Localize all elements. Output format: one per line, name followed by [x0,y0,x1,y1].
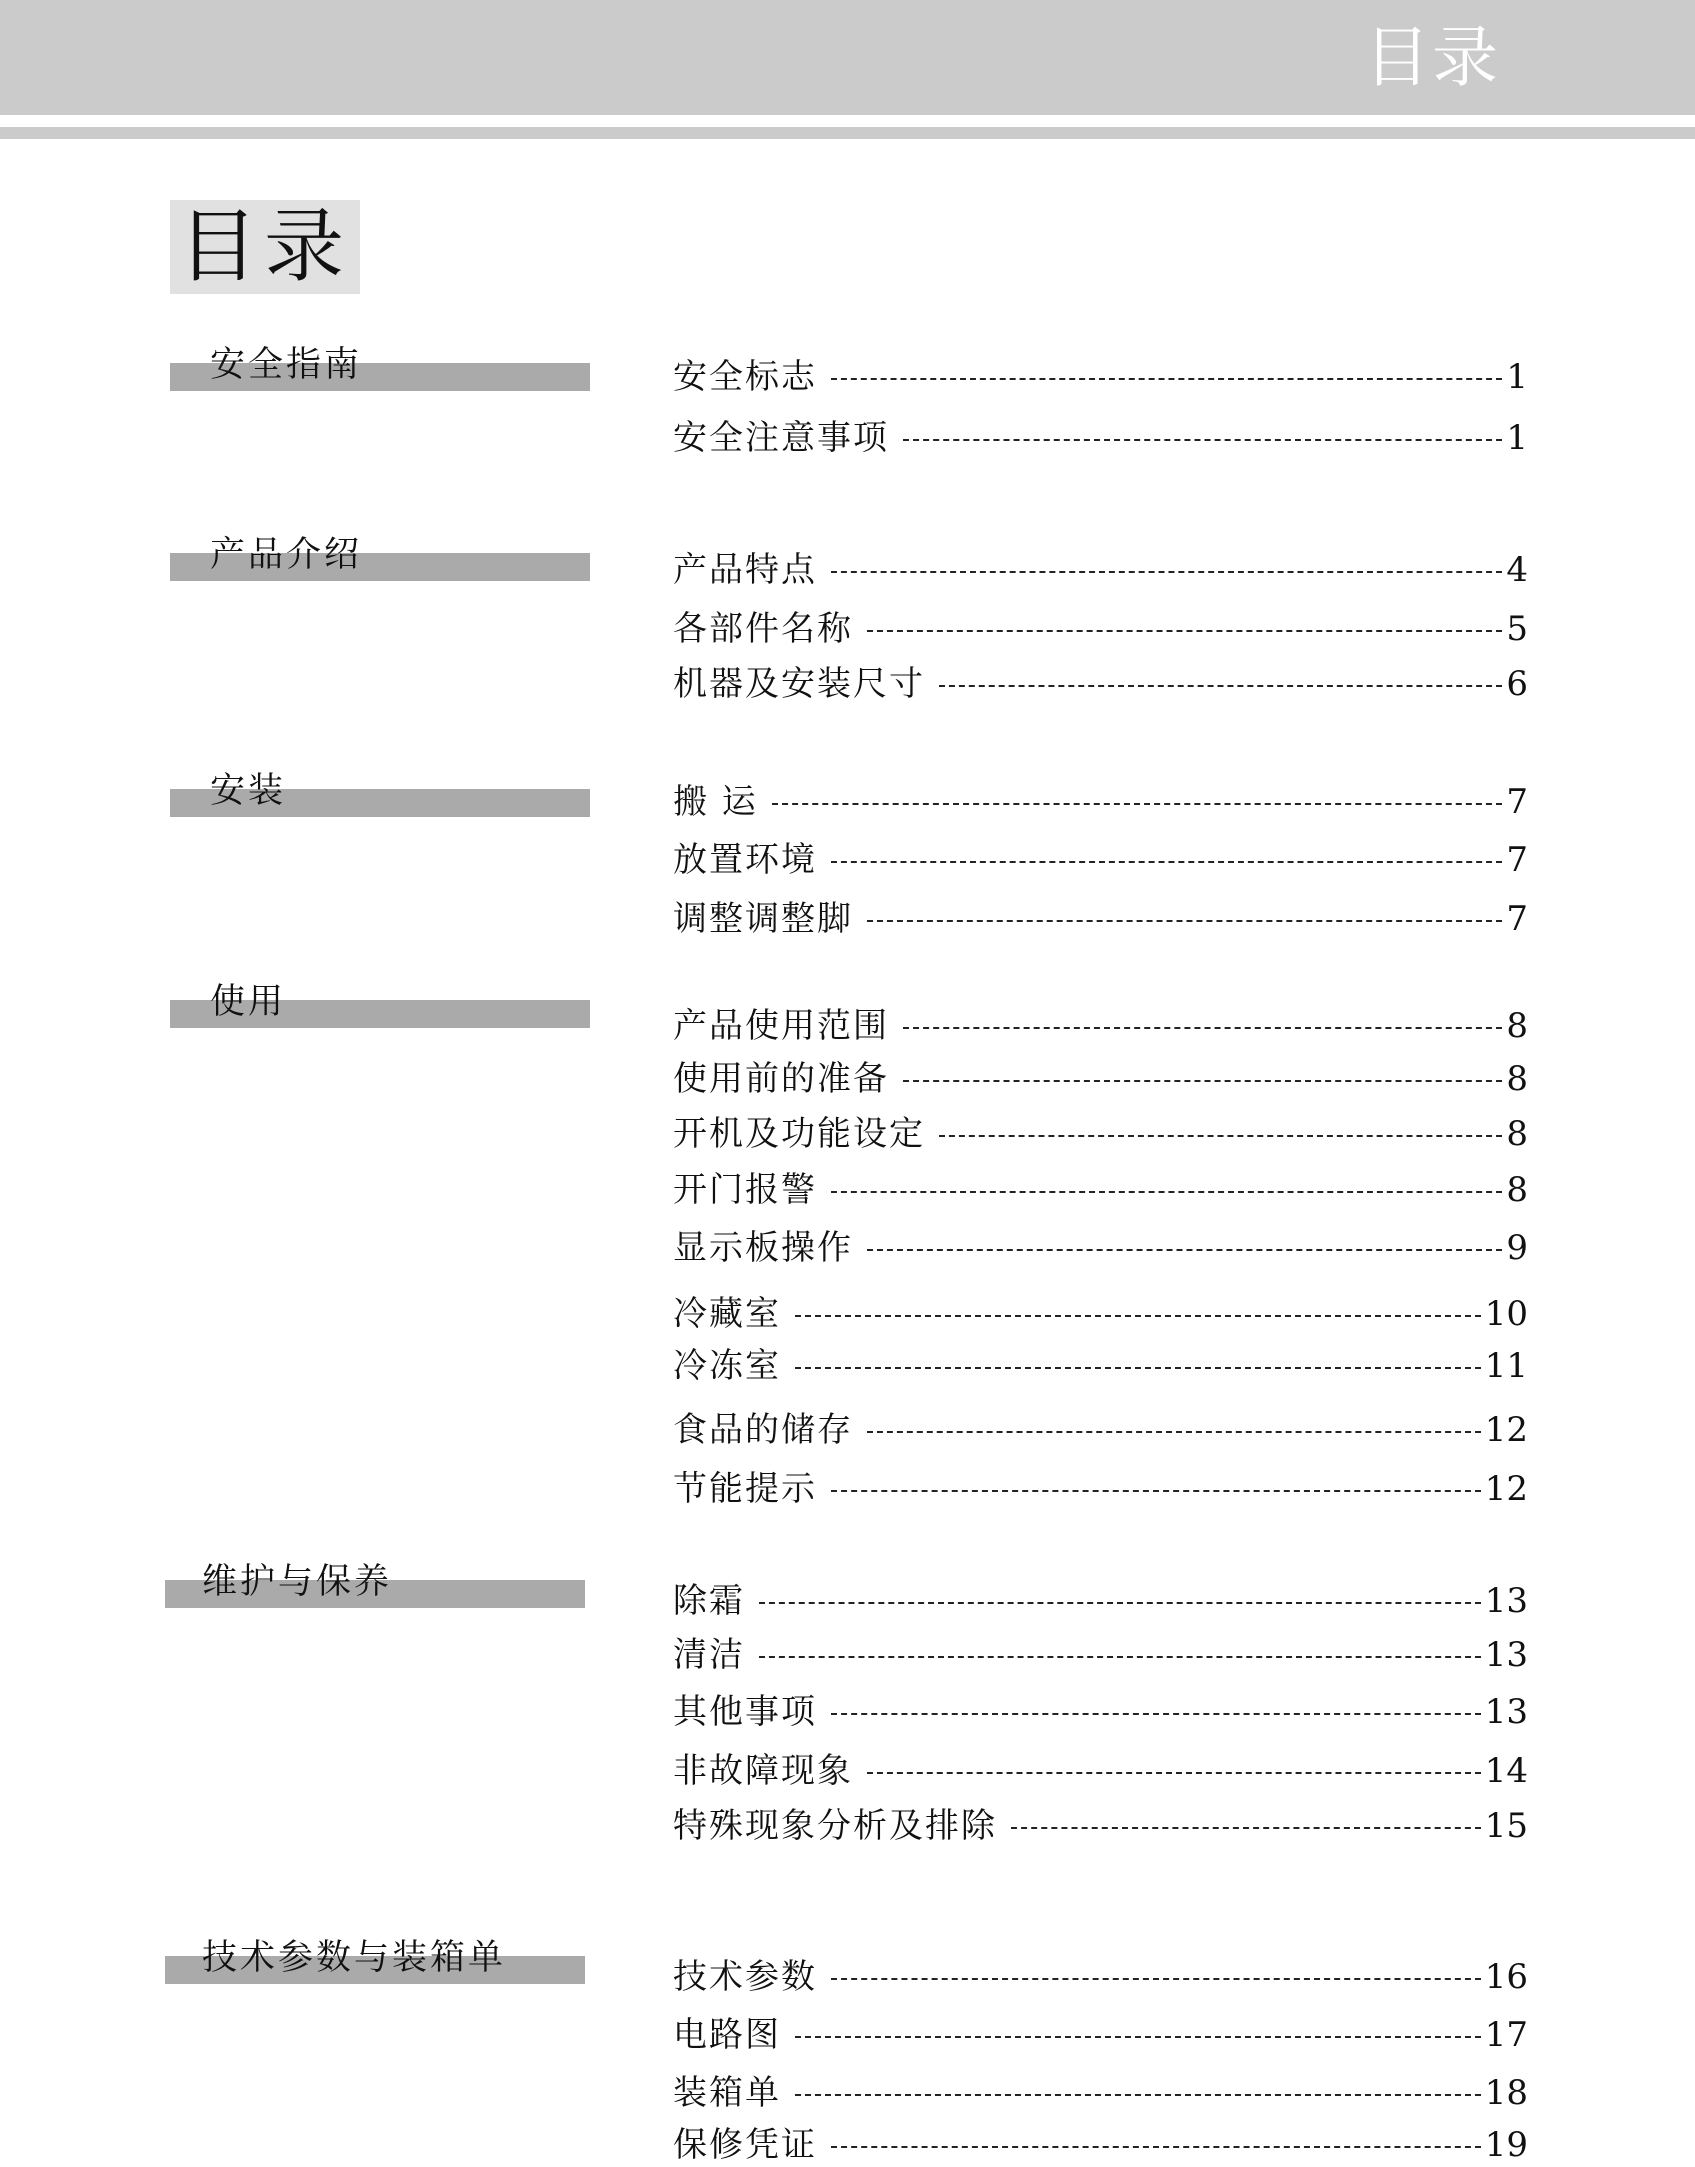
toc-entry-title: 食品的储存 [673,1410,853,1450]
toc-entry-title: 开门报警 [673,1170,817,1210]
dot-leader [795,2036,1481,2038]
toc-entry-title: 机器及安装尺寸 [673,664,925,704]
toc-entry-title: 开机及功能设定 [673,1114,925,1154]
toc-entry-page-number: 19 [1484,2125,1528,2165]
toc-entry[interactable] [673,1112,1528,1156]
section-label: 安装 [210,771,287,811]
toc-entry-page-number: 8 [1506,1170,1528,1210]
toc-entry-page-number: 1 [1506,418,1528,458]
toc-entry-page-number: 7 [1506,782,1528,822]
toc-entry[interactable] [673,1690,1528,1734]
dot-leader [831,1490,1481,1492]
toc-entry-title: 安全注意事项 [673,418,889,458]
dot-leader [867,1431,1481,1433]
toc-entry-page-number: 16 [1484,1957,1528,1997]
toc-entry[interactable] [673,1168,1528,1212]
toc-entry-page-number: 1 [1506,357,1528,397]
toc-entry-page-number: 12 [1484,1410,1528,1450]
header-band [0,0,1695,115]
toc-entry-page-number: 6 [1506,664,1528,704]
header-title: 目录 [1364,19,1500,96]
toc-entry-title: 产品使用范围 [673,1006,889,1046]
toc-entry-title: 使用前的准备 [673,1059,889,1099]
dot-leader [831,2146,1481,2148]
toc-entry[interactable] [673,2013,1528,2057]
section-label: 技术参数与装箱单 [202,1938,507,1978]
toc-entry-page-number: 14 [1484,1751,1528,1791]
dot-leader [831,1978,1481,1980]
toc-entry[interactable] [673,1004,1528,1048]
dot-leader [903,439,1502,441]
toc-entry-page-number: 7 [1506,840,1528,880]
toc-entry[interactable] [673,1344,1528,1388]
toc-entry[interactable] [673,1292,1528,1336]
toc-entry-page-number: 9 [1506,1228,1528,1268]
toc-entry[interactable] [673,1633,1528,1677]
toc-entry[interactable] [673,662,1528,706]
dot-leader [903,1080,1502,1082]
dot-leader [1011,1827,1481,1829]
toc-entry-title: 安全标志 [673,357,817,397]
toc-entry-title: 节能提示 [673,1469,817,1509]
dot-leader [772,803,1502,805]
toc-entry-page-number: 13 [1484,1692,1528,1732]
dot-leader [795,2094,1481,2096]
toc-entry-page-number: 8 [1506,1114,1528,1154]
dot-leader [831,1191,1502,1193]
dot-leader [795,1315,1481,1317]
toc-entry-title: 特殊现象分析及排除 [673,1806,997,1846]
toc-entry-title: 其他事项 [673,1692,817,1732]
dot-leader [759,1656,1481,1658]
toc-entry[interactable] [673,1057,1528,1101]
dot-leader [831,378,1502,380]
toc-entry-title: 清洁 [673,1635,745,1675]
toc-entry-title: 冷冻室 [673,1346,781,1386]
dot-leader [831,861,1502,863]
toc-entry-title: 保修凭证 [673,2125,817,2165]
toc-entry-title: 冷藏室 [673,1294,781,1334]
toc-entry-page-number: 8 [1506,1006,1528,1046]
toc-entry-page-number: 13 [1484,1635,1528,1675]
toc-entry[interactable] [673,1579,1528,1623]
dot-leader [795,1367,1481,1369]
toc-entry-page-number: 8 [1506,1059,1528,1099]
toc-entry-page-number: 13 [1484,1581,1528,1621]
toc-entry[interactable] [673,780,1528,824]
page-title: 目录 [170,200,360,294]
toc-entry-page-number: 17 [1484,2015,1528,2055]
toc-entry-page-number: 18 [1484,2073,1528,2113]
dot-leader [831,571,1502,573]
toc-entry[interactable] [673,2071,1528,2115]
toc-entry[interactable] [673,1467,1528,1511]
toc-entry-page-number: 5 [1506,609,1528,649]
toc-entry-title: 放置环境 [673,840,817,880]
toc-entry-title: 各部件名称 [673,609,853,649]
toc-entry-title: 调整调整脚 [673,899,853,939]
toc-entry[interactable] [673,607,1528,651]
toc-entry[interactable] [673,416,1528,460]
header-divider [0,127,1695,139]
toc-entry-title: 技术参数 [673,1957,817,1997]
dot-leader [831,1713,1481,1715]
toc-entry-title: 除霜 [673,1581,745,1621]
dot-leader [939,685,1502,687]
toc-entry[interactable] [673,1804,1528,1848]
toc-entry-page-number: 15 [1484,1806,1528,1846]
toc-entry[interactable] [673,838,1528,882]
dot-leader [903,1027,1502,1029]
section-label: 维护与保养 [202,1562,393,1602]
toc-entry[interactable] [673,897,1528,941]
toc-entry-page-number: 12 [1484,1469,1528,1509]
toc-entry[interactable] [673,1226,1528,1270]
toc-entry[interactable] [673,2123,1528,2167]
section-label: 产品介绍 [210,535,363,575]
dot-leader [867,920,1502,922]
toc-entry-title: 装箱单 [673,2073,781,2113]
toc-entry-page-number: 7 [1506,899,1528,939]
section-label: 使用 [210,982,287,1022]
toc-entry-title: 电路图 [673,2015,781,2055]
toc-entry-page-number: 10 [1484,1294,1528,1334]
dot-leader [867,1772,1481,1774]
dot-leader [759,1602,1481,1604]
dot-leader [939,1135,1502,1137]
toc-entry[interactable] [673,1408,1528,1452]
toc-entry[interactable] [673,1955,1528,1999]
toc-entry[interactable] [673,1749,1528,1793]
toc-entry-page-number: 4 [1506,550,1528,590]
toc-entry-title: 搬 运 [673,782,758,822]
toc-entry-title: 显示板操作 [673,1228,853,1268]
section-label: 安全指南 [210,345,363,385]
toc-entry-title: 产品特点 [673,550,817,590]
toc-entry-page-number: 11 [1484,1346,1528,1386]
toc-entry[interactable] [673,548,1528,592]
dot-leader [867,630,1502,632]
toc-entry-title: 非故障现象 [673,1751,853,1791]
dot-leader [867,1249,1502,1251]
toc-entry[interactable] [673,355,1528,399]
